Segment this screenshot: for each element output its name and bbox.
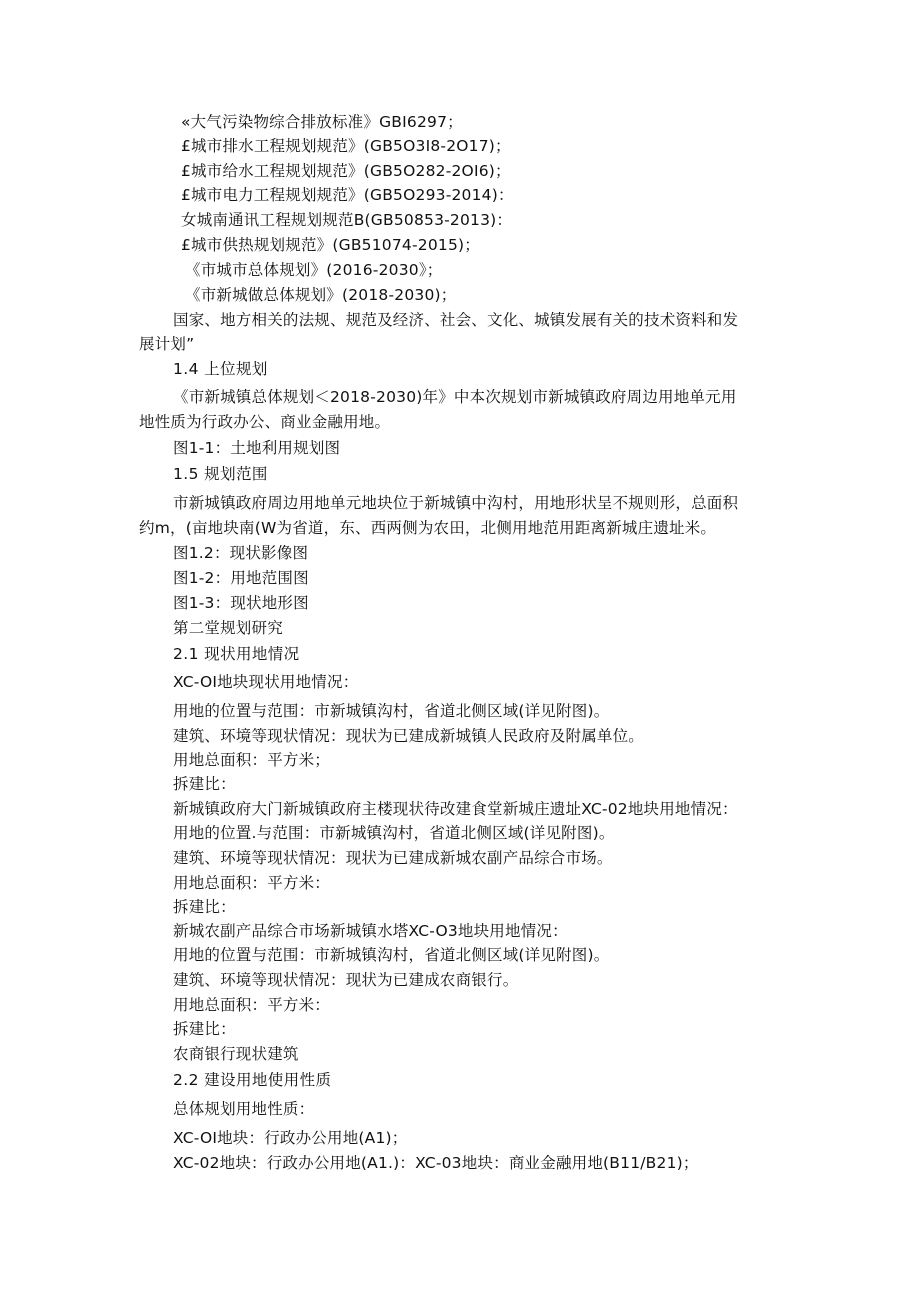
standard-line: £城市排水工程规划规范》(GB5O3I8-2O17)； [181, 137, 511, 155]
xc01-location: 用地的位置与范围：市新城镇沟村，省道北侧区域(详见附图)。 [173, 702, 610, 720]
chapter-heading-2: 第二堂规划研究 [173, 619, 283, 637]
section-heading-1-5: 1.5 规划范围 [173, 465, 268, 483]
reference-paragraph-cont: 展计划” [139, 335, 195, 353]
xc02-location: 用地的位置.与范围：市新城镇沟村，省道北侧区域(详见附图)。 [173, 824, 615, 842]
standard-line: 《市新城做总体规划》(2018-2030)； [185, 286, 457, 304]
xc03-ratio: 拆建比： [173, 1020, 236, 1038]
section-heading-1-4: 1.4 上位规划 [173, 360, 268, 378]
xc01-title: XC-OI地块现状用地情况： [173, 673, 359, 691]
paragraph-1-4-cont: 地性质为行政办公、商业金融用地。 [139, 413, 391, 431]
paragraph-1-5: 市新城镇政府周边用地单元地块位于新城镇中沟村，用地形状呈不规则形，总面积 [173, 494, 739, 512]
xc03-location: 用地的位置与范围：市新城镇沟村，省道北侧区域(详见附图)。 [173, 946, 610, 964]
xc01-status: 建筑、环境等现状情况：现状为已建成新城镇人民政府及附属单位。 [173, 727, 645, 745]
paragraph-1-4: 《市新城镇总体规划＜2018-2030)年》中本次规划市新城镇政府周边用地单元用 [173, 388, 737, 406]
xc01-land-use: XC-OI地块：行政办公用地(A1)； [173, 1129, 408, 1147]
xc03-title: 新城农副产品综合市场新城镇水塔XC-O3地块用地情况： [173, 922, 568, 940]
xc03-status: 建筑、环境等现状情况：现状为已建成农商银行。 [173, 971, 519, 989]
paragraph-1-5-cont: 约m，(亩地块南(W为省道，东、西两侧为农田，北侧用地范用距离新城庄遗址米。 [139, 519, 717, 537]
xc02-area: 用地总面积：平方米： [173, 874, 331, 892]
figure-caption-1-2a: 图1.2：现状影像图 [173, 544, 309, 562]
xc03-area: 用地总面积：平方米： [173, 996, 331, 1014]
figure-caption-1-1: 图1-1：土地利用规划图 [173, 439, 341, 457]
section-heading-2-1: 2.1 现状用地情况 [173, 645, 300, 663]
standard-line: «大气污染物综合排放标准》GBI6297； [181, 113, 463, 131]
reference-paragraph: 国家、地方相关的法规、规范及经济、社会、文化、城镇发展有关的技术资料和发 [173, 311, 739, 329]
xc02-title: 新城镇政府大门新城镇政府主楼现状待改建食堂新城庄遗址XC-02地块用地情况： [173, 800, 738, 818]
xc02-xc03-land-use: XC-02地块：行政办公用地(A1.)：XC-03地块：商业金融用地(B11/B21)； [173, 1154, 699, 1172]
xc02-ratio: 拆建比： [173, 898, 236, 916]
standard-line: £城市供热规划规范》(GB51074-2015)； [181, 236, 480, 254]
standard-line: 《市城市总体规划》(2016-2030》； [185, 261, 443, 279]
standard-line: £城市电力工程规划规范》(GB5O293-2014)： [181, 186, 514, 204]
xc01-area: 用地总面积：平方米； [173, 751, 331, 769]
standard-line: £城市给水工程规划规范》(GB5O282-2OI6)； [181, 162, 511, 180]
figure-caption-1-2b: 图1-2：用地范围图 [173, 569, 309, 587]
overall-nature-label: 总体规划用地性质： [173, 1100, 315, 1118]
xc02-status: 建筑、环境等现状情况：现状为已建成新城农副产品综合市场。 [173, 849, 613, 867]
xc03-photo-caption: 农商银行现状建筑 [173, 1045, 299, 1063]
section-heading-2-2: 2.2 建设用地使用性质 [173, 1071, 332, 1089]
xc01-ratio: 拆建比： [173, 775, 236, 793]
figure-caption-1-3: 图1-3：现状地形图 [173, 594, 309, 612]
standard-line: 女城南通讯工程规划规范B(GB50853-2013)： [181, 211, 513, 229]
